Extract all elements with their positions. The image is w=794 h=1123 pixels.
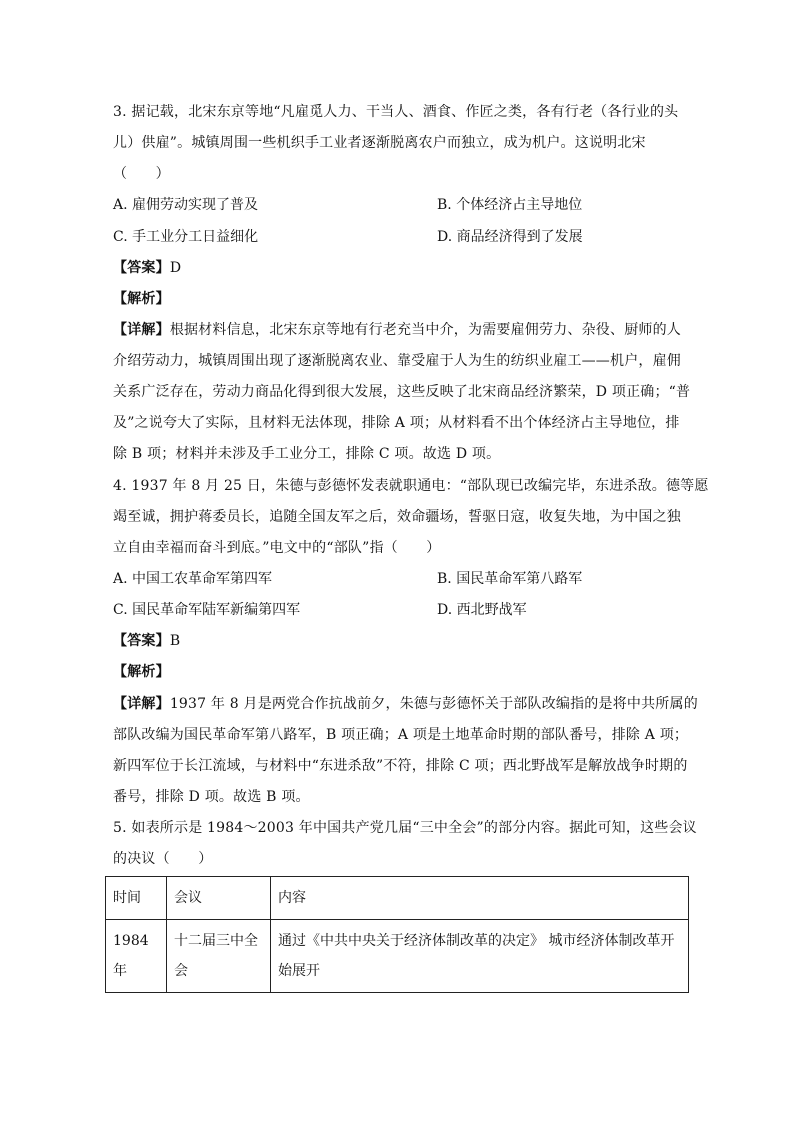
- analysis-tag: 【解析】: [113, 664, 170, 680]
- q5-stem-line-2: 的决议（ ）: [113, 851, 213, 867]
- q4-detail-line-1: [113, 694, 698, 714]
- table-cell-content: 通过《中共中央关于经济体制改革的决定》 城市经济体制改革开始展开: [271, 920, 689, 993]
- q3-detail-line-3: 关系广泛存在，劳动力商品化得到很大发展，这些反映了北宋商品经济繁荣，D 项正确；“普: [113, 384, 691, 400]
- answer-tag: 【答案】: [113, 633, 170, 649]
- q4-option-a: A. 中国工农革命军第四军: [113, 571, 273, 587]
- q4-detail-line-4: 番号，排除 D 项。故选 B 项。: [113, 789, 310, 805]
- detail-text: 根据材料信息，北宋东京等地有行老充当中介，为需要雇佣劳力、杂役、厨师的人: [169, 322, 682, 338]
- answer-tag: 【答案】: [113, 260, 170, 276]
- q3-blank-paren: （ ）: [113, 166, 170, 182]
- q4-stem-line-3: 立自由幸福而奋斗到底。”电文中的“部队”指（ ）: [113, 540, 441, 556]
- detail-text: 1937 年 8 月是两党合作抗战前夕，朱德与彭德怀关于部队改编指的是将中共所属的: [169, 696, 698, 712]
- q3-option-d: D. 商品经济得到了发展: [437, 229, 583, 245]
- answer-value: D: [169, 260, 182, 276]
- table-header-content: 内容: [271, 877, 689, 920]
- q3-stem-line-1: 3. 据记载，北宋东京等地“凡雇觅人力、干当人、酒食、作匠之类，各有行老（各行业的头: [113, 104, 679, 120]
- analysis-tag: 【解析】: [113, 291, 170, 307]
- detail-tag: 【详解】: [113, 696, 170, 712]
- table-header-row: [106, 877, 689, 920]
- q4-detail-line-2: 部队改编为国民革命军第八路军，B 项正确；A 项是土地革命时期的部队番号，排除 A 项；: [113, 727, 689, 743]
- q3-detail-line-2: 介绍劳动力，城镇周围出现了逐渐脱离农业、靠受雇于人为生的纺织业雇工——机户，雇佣: [113, 353, 681, 369]
- table-cell-time: 1984年: [106, 920, 167, 993]
- q3-stem-line-2: 儿）供雇”。城镇周围一些机织手工业者逐渐脱离农户而独立，成为机户。这说明北宋: [113, 135, 646, 151]
- table-header-meeting: 会议: [167, 877, 271, 920]
- table-header-time: 时间: [106, 877, 167, 920]
- detail-tag: 【详解】: [113, 322, 170, 338]
- q4-option-c: C. 国民革命军陆军新编第四军: [113, 602, 301, 618]
- q3-analysis-tag: [113, 289, 693, 309]
- table-row: [106, 920, 689, 993]
- q4-detail-line-3: 新四军位于长江流域，与材料中“东进杀敌”不符，排除 C 项；西北野战军是解放战争时期的: [113, 758, 688, 774]
- q4-stem-line-1: 4. 1937 年 8 月 25 日，朱德与彭德怀发表就职通电：“部队现已改编完毕，东进杀敌。德等愿: [113, 478, 709, 494]
- q3-option-b: B. 个体经济占主导地位: [437, 197, 583, 213]
- q3-detail-line-4: 及”之说夸大了实际，且材料无法体现，排除 A 项；从材料看不出个体经济占主导地位，排: [113, 415, 680, 431]
- q4-analysis-tag: [113, 662, 693, 682]
- answer-value: B: [169, 633, 181, 649]
- q5-table: [105, 876, 689, 993]
- q4-stem-line-2: 竭至诚，拥护蒋委员长，追随全国友军之后，效命疆场，誓驱日寇，收复失地，为中国之独: [113, 509, 681, 525]
- q3-option-a: A. 雇佣劳动实现了普及: [113, 197, 259, 213]
- q3-detail-line-1: [113, 320, 693, 340]
- table-cell-meeting: 十二届三中全会: [167, 920, 271, 993]
- q3-detail-line-5: 除 B 项；材料并未涉及手工业分工，排除 C 项。故选 D 项。: [113, 446, 501, 462]
- q4-option-d: D. 西北野战军: [437, 602, 527, 618]
- q3-option-c: C. 手工业分工日益细化: [113, 229, 259, 245]
- q5-stem-line-1: 5. 如表所示是 1984～2003 年中国共产党几届“三中全会”的部分内容。据此可知，这些会议: [113, 820, 697, 836]
- q4-answer-line: [113, 631, 693, 651]
- q3-answer-line: [113, 258, 693, 278]
- q4-option-b: B. 国民革命军第八路军: [437, 571, 583, 587]
